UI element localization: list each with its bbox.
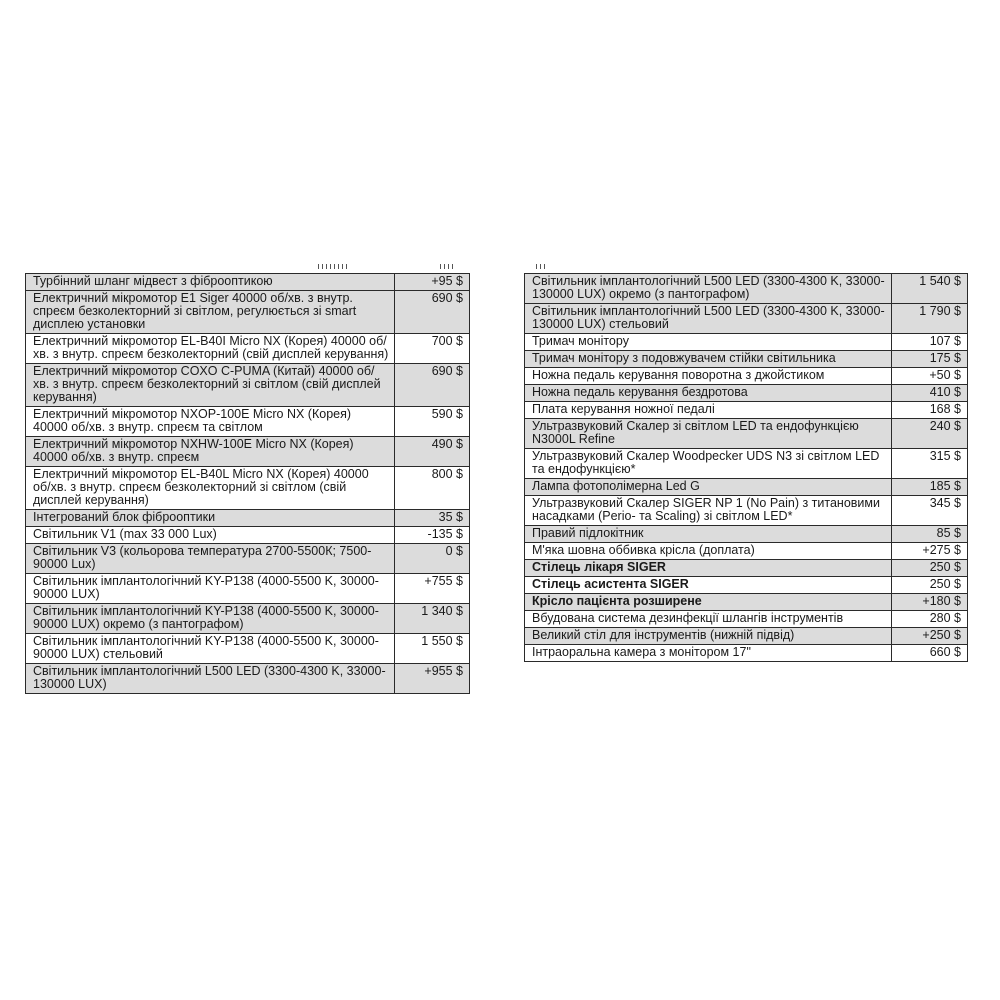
item-price: 185 $: [892, 479, 968, 496]
item-price: +755 $: [395, 574, 470, 604]
price-table-left: [25, 273, 470, 694]
left-cut-mark: [318, 264, 348, 269]
left-cut-mark-2: [440, 264, 454, 269]
table-row: [525, 304, 968, 334]
item-description: Інтегрований блок фіброоптики: [26, 510, 395, 527]
table-row: [26, 437, 470, 467]
item-description: Ультразвуковий Скалер Woodpecker UDS N3 зі світлом LED та ендофункцією*: [525, 449, 892, 479]
table-row: [26, 664, 470, 694]
item-description: Світильник імплантологічний L500 LED (3300-4300 K, 33000-130000 LUX): [26, 664, 395, 694]
table-row: [525, 385, 968, 402]
item-price: +50 $: [892, 368, 968, 385]
item-description: Великий стіл для інструментів (нижній підвід): [525, 628, 892, 645]
table-row: [525, 560, 968, 577]
item-description: Лампа фотополімерна Led G: [525, 479, 892, 496]
table-row: [26, 574, 470, 604]
table-row: [525, 496, 968, 526]
table-row: [525, 611, 968, 628]
table-row: [525, 351, 968, 368]
item-price: 250 $: [892, 577, 968, 594]
table-row: [525, 449, 968, 479]
item-price: 690 $: [395, 291, 470, 334]
item-price: 240 $: [892, 419, 968, 449]
table-row: [525, 419, 968, 449]
item-price: 800 $: [395, 467, 470, 510]
table-row: [26, 510, 470, 527]
item-price: 85 $: [892, 526, 968, 543]
item-price: 1 550 $: [395, 634, 470, 664]
table-row: [525, 594, 968, 611]
item-price: 1 790 $: [892, 304, 968, 334]
table-row: [26, 407, 470, 437]
item-description: Світильник імплантологічний KY-P138 (4000-5500 K, 30000-90000 LUX) стельовий: [26, 634, 395, 664]
item-description: Електричний мікромотор EL-B40I Micro NX (Корея) 40000 об/хв. з внутр. спреєм безколекторний (свій дисплей керування): [26, 334, 395, 364]
item-price: 175 $: [892, 351, 968, 368]
item-description: Електричний мікромотор NXOP-100E Micro NX (Корея) 40000 об/хв. з внутр. спреєм та світлом: [26, 407, 395, 437]
item-description: Ножна педаль керування бездротова: [525, 385, 892, 402]
item-description: Електричний мікромотор NXHW-100E Micro NX (Корея) 40000 об/хв. з внутр. спреєм: [26, 437, 395, 467]
table-row: [525, 334, 968, 351]
item-description: Світильник імплантологічний L500 LED (3300-4300 K, 33000-130000 LUX) окремо (з пантографом): [525, 274, 892, 304]
item-description: Ультразвуковий Скалер зі світлом LED та ендофункцією N3000L Refine: [525, 419, 892, 449]
item-description: Електричний мікромотор E1 Siger 40000 об/хв. з внутр. спреєм безколекторний зі світлом, регулюється зі smart дисплею установки: [26, 291, 395, 334]
price-table-left-body: [26, 274, 470, 694]
table-row: [26, 364, 470, 407]
item-price: 690 $: [395, 364, 470, 407]
item-description: Електричний мікромотор COXO C-PUMA (Китай) 40000 об/хв. з внутр. спреєм безколекторний зі світлом (свій дисплей керування): [26, 364, 395, 407]
table-row: [525, 543, 968, 560]
item-description: Світильник імплантологічний L500 LED (3300-4300 K, 33000-130000 LUX) стельовий: [525, 304, 892, 334]
table-row: [26, 467, 470, 510]
table-row: [525, 368, 968, 385]
item-description: Стілець асистента SIGER: [525, 577, 892, 594]
item-description: Світильник імплантологічний KY-P138 (4000-5500 K, 30000-90000 LUX): [26, 574, 395, 604]
item-price: -135 $: [395, 527, 470, 544]
item-description: Ультразвуковий Скалер SIGER NP 1 (No Pain) з титановими насадками (Perio- та Scaling) зі світлом LED*: [525, 496, 892, 526]
table-row: [26, 634, 470, 664]
item-price: 168 $: [892, 402, 968, 419]
item-price: 315 $: [892, 449, 968, 479]
item-price: 0 $: [395, 544, 470, 574]
item-description: Ножна педаль керування поворотна з джойстиком: [525, 368, 892, 385]
item-description: Інтраоральна камера з монітором 17": [525, 645, 892, 662]
table-row: [525, 645, 968, 662]
table-row: [525, 577, 968, 594]
item-description: Електричний мікромотор EL-B40L Micro NX (Корея) 40000 об/хв. з внутр. спреєм безколекторний зі світлом (свій дисплей керування): [26, 467, 395, 510]
item-description: Крісло пацієнта розширене: [525, 594, 892, 611]
item-price: 700 $: [395, 334, 470, 364]
item-description: Світильник імплантологічний KY-P138 (4000-5500 K, 30000-90000 LUX) окремо (з пантографом): [26, 604, 395, 634]
table-row: [26, 274, 470, 291]
item-price: +180 $: [892, 594, 968, 611]
item-price: +955 $: [395, 664, 470, 694]
item-description: Плата керування ножної педалі: [525, 402, 892, 419]
table-row: [26, 291, 470, 334]
price-table-right: [524, 273, 968, 662]
table-row: [26, 604, 470, 634]
item-description: Турбінний шланг мідвест з фіброоптикою: [26, 274, 395, 291]
item-price: +250 $: [892, 628, 968, 645]
table-row: [26, 334, 470, 364]
item-price: 1 540 $: [892, 274, 968, 304]
table-row: [525, 274, 968, 304]
item-price: +275 $: [892, 543, 968, 560]
item-description: Стілець лікаря SIGER: [525, 560, 892, 577]
item-price: 490 $: [395, 437, 470, 467]
item-price: 590 $: [395, 407, 470, 437]
item-price: 660 $: [892, 645, 968, 662]
item-price: 1 340 $: [395, 604, 470, 634]
item-price: 107 $: [892, 334, 968, 351]
item-price: +95 $: [395, 274, 470, 291]
item-description: Світильник V3 (кольорова температура 2700-5500К; 7500-90000 Lux): [26, 544, 395, 574]
item-description: Тримач монітору: [525, 334, 892, 351]
table-row: [525, 628, 968, 645]
item-description: Світильник V1 (max 33 000 Lux): [26, 527, 395, 544]
table-row: [26, 544, 470, 574]
table-row: [525, 402, 968, 419]
price-table-right-body: [525, 274, 968, 662]
item-price: 35 $: [395, 510, 470, 527]
item-description: М'яка шовна оббивка крісла (доплата): [525, 543, 892, 560]
table-row: [525, 526, 968, 543]
table-row: [26, 527, 470, 544]
right-cut-mark: [536, 264, 546, 269]
item-price: 250 $: [892, 560, 968, 577]
item-price: 345 $: [892, 496, 968, 526]
item-description: Вбудована система дезинфекції шлангів інструментів: [525, 611, 892, 628]
table-row: [525, 479, 968, 496]
item-price: 280 $: [892, 611, 968, 628]
item-description: Правий підлокітник: [525, 526, 892, 543]
item-price: 410 $: [892, 385, 968, 402]
item-description: Тримач монітору з подовжувачем стійки світильника: [525, 351, 892, 368]
